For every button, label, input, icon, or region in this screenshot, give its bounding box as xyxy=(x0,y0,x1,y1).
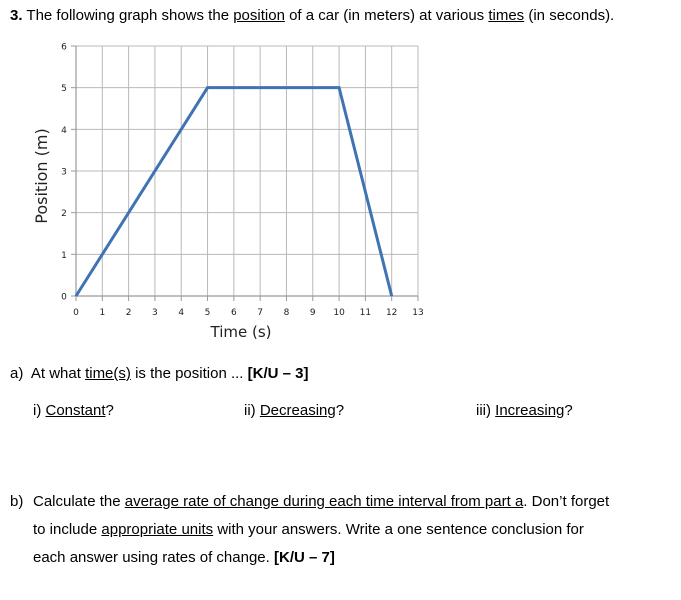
part-a-item-decreasing xyxy=(244,402,344,419)
item-suffix: ? xyxy=(564,402,573,419)
y-tick-label: 1 xyxy=(61,250,67,261)
x-tick-label: 6 xyxy=(230,308,237,318)
part-b-text-2: . Don’t forget xyxy=(523,493,610,510)
question-number: 3. xyxy=(10,7,23,24)
x-tick-label: 2 xyxy=(125,308,132,318)
part-a-item-constant xyxy=(33,402,114,419)
x-tick-label: 9 xyxy=(309,308,316,318)
part-b-text-5: each answer using rates of change. xyxy=(33,549,270,566)
chart-tick-labels xyxy=(61,43,424,319)
question-position-word: position xyxy=(233,7,285,24)
part-b-underlined-2: appropriate units xyxy=(101,521,214,538)
y-tick-label: 2 xyxy=(61,209,67,220)
y-tick-label: 5 xyxy=(61,84,67,95)
chart-grid xyxy=(76,46,418,296)
y-tick-label: 4 xyxy=(61,125,67,136)
item-num: ii) xyxy=(244,402,256,419)
item-label: Decreasing xyxy=(259,402,336,419)
y-tick-label: 6 xyxy=(61,42,67,53)
question-text-1: The following graph shows the xyxy=(26,7,230,24)
part-b-line-3 xyxy=(33,549,335,566)
item-num: iii) xyxy=(476,402,491,419)
x-tick-label: 7 xyxy=(257,308,264,318)
y-tick-label: 3 xyxy=(61,167,67,178)
x-tick-label: 10 xyxy=(333,308,345,318)
question-text-3: (in seconds). xyxy=(528,7,615,24)
y-axis-label: Position (m) xyxy=(32,128,51,224)
x-tick-label: 11 xyxy=(359,308,372,318)
part-b-line-1 xyxy=(33,493,609,510)
x-tick-label: 1 xyxy=(99,308,106,318)
part-a-prompt xyxy=(10,365,308,382)
chart-axes xyxy=(71,46,418,301)
x-tick-label: 8 xyxy=(283,308,290,318)
y-tick-label: 0 xyxy=(61,292,67,303)
item-suffix: ? xyxy=(105,402,114,419)
x-axis-label: Time (s) xyxy=(210,323,272,341)
part-a-marks: [K/U – 3] xyxy=(247,365,309,382)
x-tick-label: 4 xyxy=(178,308,185,318)
x-tick-label: 12 xyxy=(385,308,398,318)
item-num: i) xyxy=(33,402,42,419)
item-label: Increasing xyxy=(495,402,565,419)
x-tick-label: 13 xyxy=(412,308,424,318)
part-a-item-increasing xyxy=(476,402,573,419)
part-b-text-1: Calculate the xyxy=(33,493,121,510)
part-b-letter: b) xyxy=(10,493,24,510)
question-text-2: of a car (in meters) at various xyxy=(289,7,485,24)
x-tick-label: 0 xyxy=(73,308,79,318)
item-suffix: ? xyxy=(335,402,345,419)
part-a-letter: a) xyxy=(10,365,24,382)
part-b-marks: [K/U – 7] xyxy=(274,549,335,566)
part-b-underlined-1: average rate of change during each time interval from part a xyxy=(124,493,524,510)
part-a-text-1: At what xyxy=(30,365,81,382)
x-tick-label: 3 xyxy=(152,308,158,318)
x-tick-label: 5 xyxy=(204,308,211,318)
question-times-word: times xyxy=(488,7,525,24)
part-a-underlined: time(s) xyxy=(85,365,131,382)
part-b-line-2 xyxy=(33,521,584,538)
part-b-text-3: to include xyxy=(33,521,98,538)
part-a-text-2: is the position ... xyxy=(135,365,244,382)
part-b-text-4: with your answers. Write a one sentence conclusion for xyxy=(217,521,584,538)
item-label: Constant xyxy=(45,402,106,419)
